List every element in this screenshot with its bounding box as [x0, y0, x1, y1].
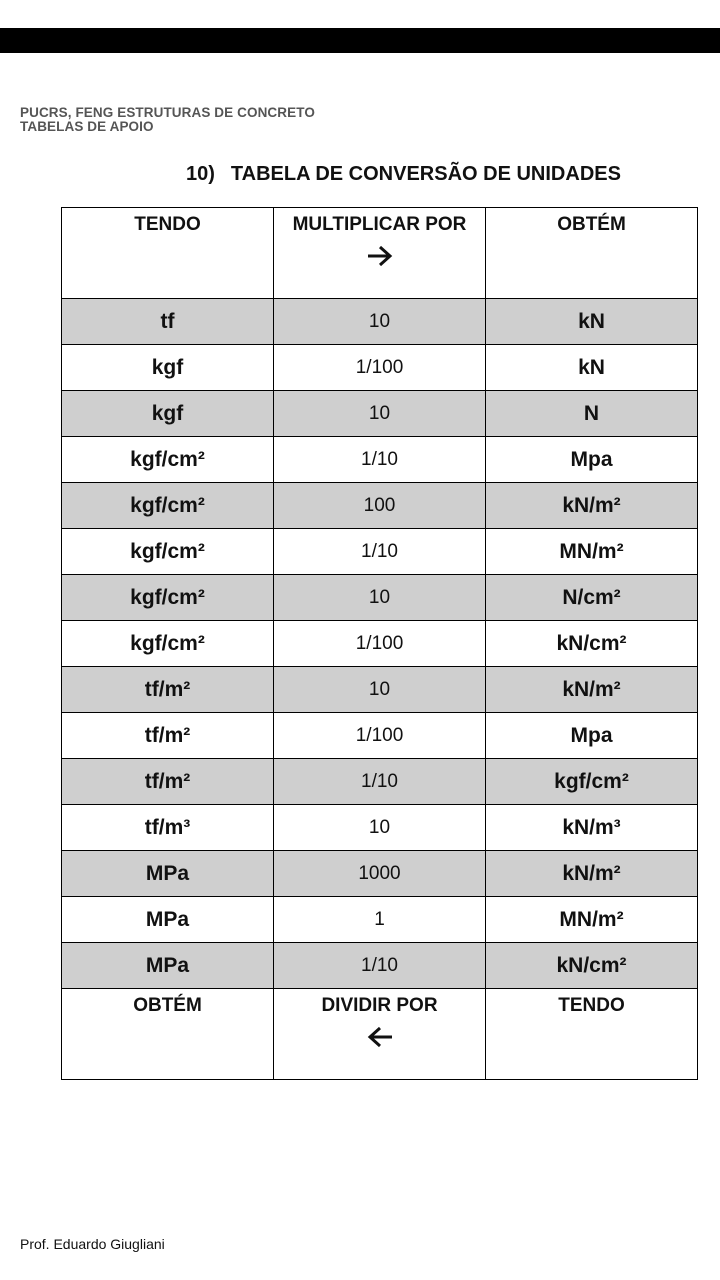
cell-to-unit: Mpa [486, 437, 698, 483]
header-line-1: PUCRS, FENG ESTRUTURAS DE CONCRETO [20, 105, 315, 120]
cell-factor: 100 [274, 483, 486, 529]
cell-factor: 1/10 [274, 437, 486, 483]
cell-to-unit: Mpa [486, 713, 698, 759]
cell-from-unit: kgf/cm² [62, 575, 274, 621]
arrow-right-icon [365, 244, 395, 268]
table-row [62, 529, 698, 575]
table-row [62, 299, 698, 345]
footer-cell-from [62, 989, 274, 1080]
cell-from-unit: tf [62, 299, 274, 345]
cell-factor: 1000 [274, 851, 486, 897]
cell-factor: 1/100 [274, 621, 486, 667]
footer-cell-to [486, 989, 698, 1080]
cell-from-unit: tf/m³ [62, 805, 274, 851]
cell-from-unit: kgf [62, 345, 274, 391]
cell-from-unit: tf/m² [62, 713, 274, 759]
table-row [62, 345, 698, 391]
conversion-table [61, 207, 698, 1080]
cell-from-unit: kgf/cm² [62, 437, 274, 483]
top-status-bar [0, 28, 720, 53]
cell-to-unit: MN/m² [486, 529, 698, 575]
table-row [62, 851, 698, 897]
cell-factor: 10 [274, 805, 486, 851]
title-number: 10) [186, 163, 215, 185]
header-label: MULTIPLICAR POR [292, 214, 467, 235]
cell-factor: 1/100 [274, 713, 486, 759]
table-row [62, 713, 698, 759]
cell-to-unit: kN/m² [486, 667, 698, 713]
cell-to-unit: kN [486, 299, 698, 345]
table-row [62, 805, 698, 851]
header-cell-from [62, 208, 274, 299]
table-row [62, 621, 698, 667]
table-row [62, 575, 698, 621]
cell-factor: 1/10 [274, 943, 486, 989]
cell-to-unit: kN/m² [486, 483, 698, 529]
cell-factor: 1/10 [274, 529, 486, 575]
cell-from-unit: tf/m² [62, 667, 274, 713]
header-line-2: TABELAS DE APOIO [20, 119, 154, 134]
cell-from-unit: kgf/cm² [62, 529, 274, 575]
cell-from-unit: kgf/cm² [62, 621, 274, 667]
page-title [186, 163, 621, 186]
cell-from-unit: kgf/cm² [62, 483, 274, 529]
footer-label: TENDO [558, 995, 625, 1016]
cell-to-unit: kN/m³ [486, 805, 698, 851]
footer-cell-factor [274, 989, 486, 1080]
table-row [62, 483, 698, 529]
title-text: TABELA DE CONVERSÃO DE UNIDADES [230, 163, 621, 185]
cell-from-unit: MPa [62, 897, 274, 943]
cell-from-unit: MPa [62, 943, 274, 989]
table-row [62, 897, 698, 943]
cell-from-unit: tf/m² [62, 759, 274, 805]
footer-label: DIVIDIR POR [321, 995, 438, 1016]
cell-to-unit: N [486, 391, 698, 437]
header-cell-to [486, 208, 698, 299]
cell-to-unit: kN/m² [486, 851, 698, 897]
document-header [20, 106, 315, 134]
table-footer-row [62, 989, 698, 1080]
table-row [62, 667, 698, 713]
cell-from-unit: kgf [62, 391, 274, 437]
cell-factor: 10 [274, 575, 486, 621]
footer-author: Prof. Eduardo Giugliani [20, 1236, 165, 1252]
cell-factor: 10 [274, 667, 486, 713]
table-row [62, 759, 698, 805]
table-row [62, 943, 698, 989]
table-header-row [62, 208, 698, 299]
table-row [62, 391, 698, 437]
table-row [62, 437, 698, 483]
cell-to-unit: MN/m² [486, 897, 698, 943]
arrow-left-icon [365, 1025, 395, 1049]
cell-to-unit: kN/cm² [486, 621, 698, 667]
footer-label: OBTÉM [133, 995, 202, 1016]
cell-factor: 1/100 [274, 345, 486, 391]
cell-factor: 10 [274, 299, 486, 345]
cell-from-unit: MPa [62, 851, 274, 897]
cell-factor: 10 [274, 391, 486, 437]
header-cell-factor [274, 208, 486, 299]
cell-to-unit: kN [486, 345, 698, 391]
header-label: TENDO [134, 214, 201, 235]
cell-to-unit: N/cm² [486, 575, 698, 621]
header-label: OBTÉM [557, 214, 626, 235]
cell-factor: 1/10 [274, 759, 486, 805]
cell-to-unit: kgf/cm² [486, 759, 698, 805]
cell-to-unit: kN/cm² [486, 943, 698, 989]
cell-factor: 1 [274, 897, 486, 943]
